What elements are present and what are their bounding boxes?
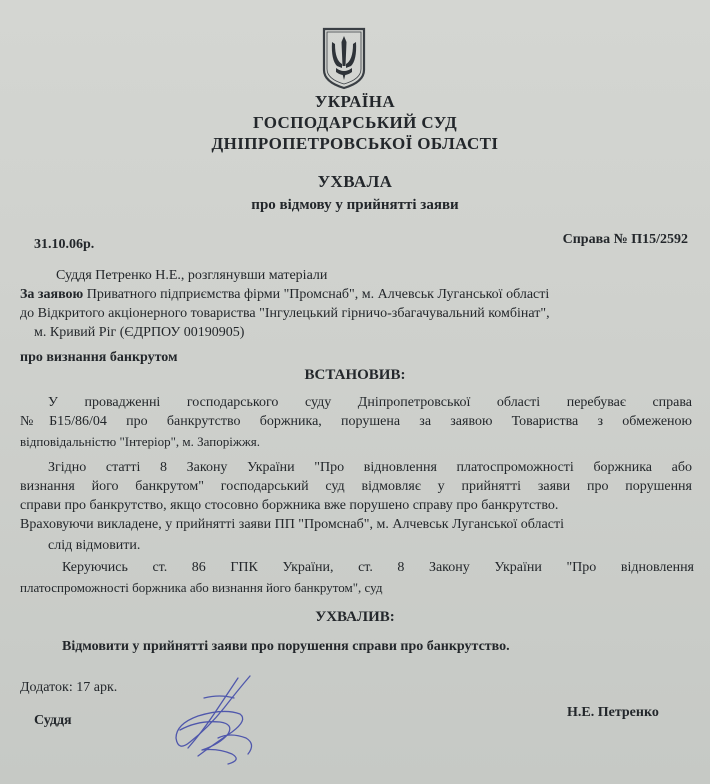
established-p2-line1: Згідно статті 8 Закону України "Про відновлення платоспроможності боржника або (48, 460, 692, 475)
decided-text: Відмовити у прийнятті заяви про порушення справи про банкрутство. (62, 639, 510, 654)
established-p2-line3: справи про банкрутство, якщо стосовно боржника вже порушено справу про банкрутство. (20, 498, 559, 513)
established-p1-line3: відповідальністю "Інтеріор", м. Запоріжжя. (20, 434, 261, 449)
established-p1-line1: У провадженні господарського суду Дніпропетровської області перебуває справа (48, 395, 692, 410)
attachment-note: Додаток: 17 арк. (20, 680, 118, 695)
intro-line-2-bold: За заявою (20, 287, 84, 302)
decided-heading: УХВАЛИВ: (315, 609, 395, 625)
judge-name: Н.Е. Петренко (567, 705, 659, 720)
trident-coat-of-arms-icon (321, 26, 367, 90)
established-p4-line2: платоспроможності боржника або визнання його банкрутом", суд (20, 580, 383, 595)
intro-line-2 (20, 287, 549, 303)
intro-line-4: м. Кривий Ріг (ЄДРПОУ 00190905) (34, 325, 245, 340)
decision-date: 31.10.06р. (34, 237, 95, 252)
intro-line-3: до Відкритого акціонерного товариства "Інгулецький гірничо-збагачувальний комбінат", (20, 306, 550, 321)
established-p3-line1: Враховуючи викладене, у прийнятті заяви ПП "Промснаб", м. Алчевськ Луганської області (20, 517, 564, 532)
country-name: УКРАЇНА (314, 92, 396, 111)
established-p3-line2: слід відмовити. (48, 538, 141, 553)
established-p2-line2: визнання його банкрутом" господарський суд відмовляє у прийнятті заяви про порушення (20, 479, 692, 494)
established-p1-line2: №Б15/86/04 про банкрутство боржника, порушена за заявою Товариства з обмеженою (20, 414, 692, 429)
intro-line-2-rest: Приватного підприємства фірми "Промснаб", м. Алчевськ Луганської області (83, 287, 550, 302)
judge-label: Суддя (34, 713, 72, 728)
court-name-line1: ГОСПОДАРСЬКИЙ СУД (252, 113, 458, 132)
case-number: Справа № П15/2592 (562, 232, 688, 247)
intro-line-1: Суддя Петренко Н.Е., розглянувши матеріали (56, 268, 328, 283)
intro-line-5: про визнання банкрутом (20, 350, 178, 365)
court-name-line2: ДНІПРОПЕТРОВСЬКОЇ ОБЛАСТІ (211, 134, 499, 153)
document-subject: про відмову у прийнятті заяви (251, 197, 459, 213)
established-p4-line1: Керуючись ст. 86 ГПК України, ст. 8 Закону України "Про відновлення (62, 560, 694, 575)
document-type: УХВАЛА (317, 172, 393, 191)
established-heading: ВСТАНОВИВ: (304, 367, 406, 383)
handwritten-signature-icon (168, 668, 268, 768)
